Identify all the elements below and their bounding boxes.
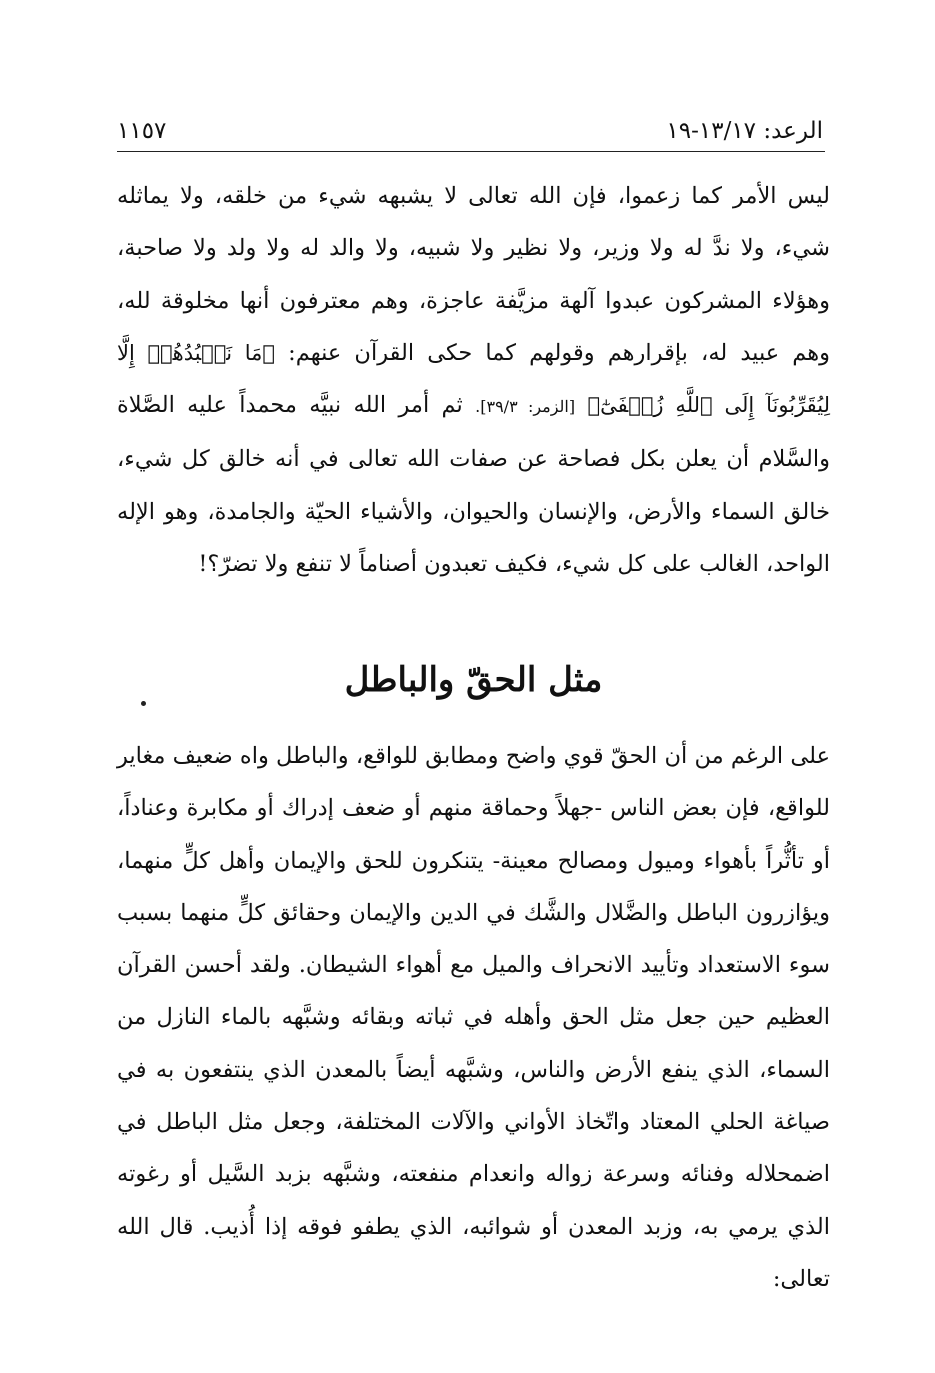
running-header (117, 114, 823, 148)
page-number: ١١٥٧ (117, 118, 167, 144)
section-heading: مثل الحقّ والباطل (344, 660, 603, 700)
header-rule (117, 151, 825, 152)
quran-reference: [الزمر: ٣٩/٣]. (475, 397, 576, 417)
stray-dot (141, 701, 146, 706)
paragraph-1-text-before-quote: ليس الأمر كما زعموا، فإن الله تعالى لا يشبهه شيء من خلقه، ولا يماثله شيء، ولا ندَّ له ولا وزير، ولا نظير ولا شبيه، ولا والد له ولا ولد ولا صاحبة، وهؤلاء المشركون عبدوا آلهة مزيَّفة عاجزة، وهم معترفون أنها مخلوقة لله، وهم عبيد له، بإقرارهم وقولهم كما حكى القرآن عنهم: (117, 183, 830, 366)
paragraph-1 (117, 170, 830, 590)
paragraph-1-text-after-quote: ثم أمر الله نبيَّه محمداً عليه الصَّلاة والسَّلام أن يعلن بكل فصاحة عن صفات الله تعالى في أنه خالق كل شيء، خالق السماء والأرض، والإنسان والحيوان، والأشياء الحيّة والجامدة، وهو الإله الواحد، الغالب على كل شيء، فكيف تعبدون أصناماً لا تنفع ولا تضرّ؟! (117, 392, 830, 578)
paragraph-2: على الرغم من أن الحقّ قوي واضح ومطابق للواقع، والباطل واه ضعيف مغاير للواقع، فإن بعض الناس -جهلاً وحماقة منهم أو ضعف إدراك أو مكابرة وعناداً، أو تأثُّراً بأهواء وميول ومصالح معينة- يتنكرون للحق والإيمان وأهل كلٍّ منهما، ويؤازرون الباطل والضَّلال والشَّك في الدين والإيمان وحقائق كلٍّ منهما بسبب سوء الاستعداد وتأييد الانحراف والميل مع أهواء الشيطان. ولقد أحسن القرآن العظيم حين جعل مثل الحق وأهله في ثباته وبقائه وشبَّهه بالماء النازل من السماء، الذي ينفع الأرض والناس، وشبَّهه أيضاً بالمعدن الذي ينتفعون به في صياغة الحلي المعتاد واتّخاذ الأواني والآلات المختلفة، وجعل مثل الباطل في اضمحلاله وفنائه وسرعة زواله وانعدام منفعته، وشبَّهه بزبد السَّيل أو رغوته الذي يرمي به، وزبد المعدن أو شوائبه، الذي يطفو فوقه إذا أُذيب. قال الله تعالى: (117, 743, 830, 1292)
quran-quote: ﴿مَا نَعۡبُدُهُمۡ إِلَّا لِيُقَرِّبُونَآ إِلَى ٱللَّهِ زُلۡفَىٰٓ﴾ (117, 340, 831, 418)
header-title: الرعد: ١٣/١٧-١٩ (666, 118, 823, 144)
